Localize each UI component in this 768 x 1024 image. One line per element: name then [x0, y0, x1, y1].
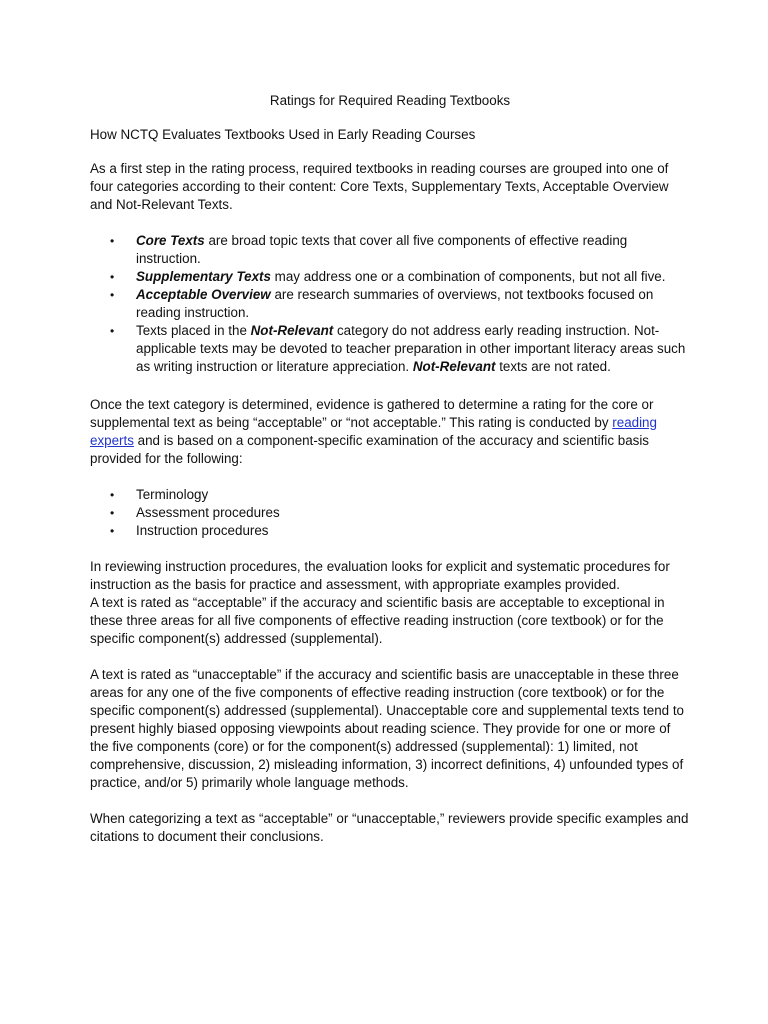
bullet: •: [110, 270, 115, 284]
notrelevant-pre: Texts placed in the: [136, 323, 251, 338]
evidence-pre: Once the text category is determined, evidence is gathered to determine a rating for the core or supplemental text as being “acceptable” or “not acceptable.” This rating is conducted by: [90, 397, 654, 430]
area-label: Terminology: [136, 487, 209, 502]
evidence-paragraph: [90, 396, 690, 468]
evidence-post: and is based on a component-specific examination of the accuracy and scientific basis provided for the following:: [90, 433, 650, 466]
list-item: [90, 322, 690, 376]
list-item: [90, 286, 690, 322]
category-desc: are research summaries of overviews, not textbooks focused on reading instruction.: [136, 287, 654, 320]
list-item: [90, 486, 690, 504]
category-term: Core Texts: [136, 233, 205, 248]
category-term: Acceptable Overview: [136, 287, 271, 302]
intro-paragraph: As a first step in the rating process, required textbooks in reading courses are grouped into one of four categories according to their content: Core Texts, Supplementary Texts, Acceptable Overview and Not-Relevant Texts.: [90, 161, 669, 212]
notrelevant-mid: category do not address early reading instruction. Not-applicable texts may be devoted to teacher preparation in other important literacy areas such as writing instruction or literature appreciation.: [136, 323, 686, 374]
category-desc: are broad topic texts that cover all five components of effective reading instruction.: [136, 233, 628, 266]
bullet: •: [110, 524, 115, 538]
category-term: Not-Relevant: [412, 359, 496, 374]
unacceptable-paragraph: A text is rated as “unacceptable” if the accuracy and scientific basis are unacceptable in these three areas for any one of the five components of effective reading instruction (core textbook) or for the specific component(s) addressed (supplemental). Unacceptable core and supplemental texts tend to present highly biased opposing viewpoints about reading science. They provide for one or more of the five components (core) or for the component(s) addressed (supplemental): 1) limited, not comprehensive, discussion, 2) misleading information, 3) incorrect definitions, 4) unfounded types of practice, and/or 5) primarily whole language methods.: [90, 667, 684, 790]
acceptable-paragraph: A text is rated as “acceptable” if the accuracy and scientific basis are acceptable to exceptional in these three areas for all five components of effective reading instruction (core textbook) or for the specific component(s) addressed (supplemental).: [90, 595, 665, 646]
categorizing-paragraph: When categorizing a text as “acceptable” or “unacceptable,” reviewers provide specific examples and citations to document their conclusions.: [90, 811, 689, 844]
section-heading: How NCTQ Evaluates Textbooks Used in Early Reading Courses: [90, 127, 476, 142]
bullet: •: [110, 288, 115, 302]
bullet: •: [110, 488, 115, 502]
area-list: [90, 486, 690, 540]
category-desc: may address one or a combination of components, but not all five.: [270, 269, 666, 284]
bullet: •: [110, 506, 115, 520]
list-item: [90, 504, 690, 522]
reading-experts-link[interactable]: reading experts: [90, 415, 657, 448]
area-label: Instruction procedures: [136, 523, 269, 538]
notrelevant-post: texts are not rated.: [495, 359, 611, 374]
document-title: Ratings for Required Reading Textbooks: [269, 93, 511, 108]
category-term: Not-Relevant: [250, 323, 334, 338]
area-label: Assessment procedures: [136, 505, 280, 520]
bullet: •: [110, 234, 115, 248]
list-item: [90, 268, 690, 286]
instruction-paragraph: In reviewing instruction procedures, the evaluation looks for explicit and systematic procedures for instruction as the basis for practice and assessment, with appropriate examples provided.: [90, 559, 670, 592]
document-body: [90, 92, 690, 846]
list-item: [90, 522, 690, 540]
list-item: [90, 232, 690, 268]
category-term: Supplementary Texts: [136, 269, 271, 284]
category-list: [90, 232, 690, 376]
bullet: •: [110, 324, 115, 338]
